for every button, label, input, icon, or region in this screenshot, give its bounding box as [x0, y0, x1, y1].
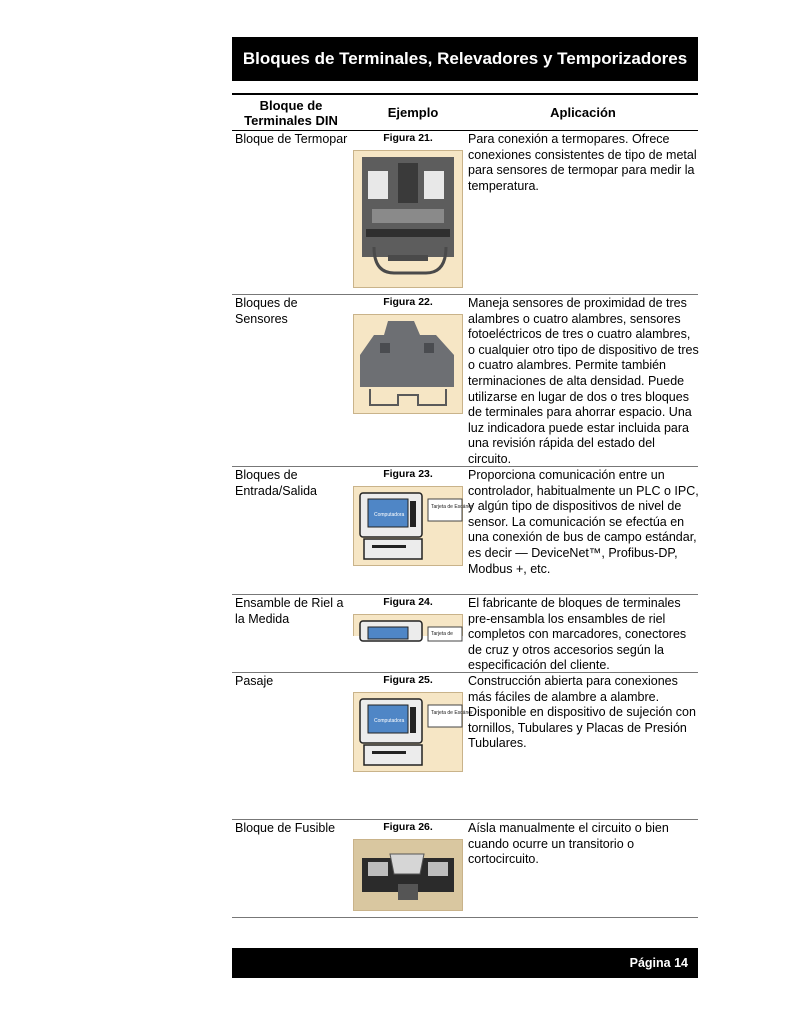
row-name: Bloques de Entrada/Salida — [235, 468, 318, 498]
figure-label: Figura 26. — [383, 821, 433, 833]
column-header-block — [232, 98, 350, 128]
row-description: Maneja sensores de proximidad de tres alambres o cuatro alambres, sensores fotoeléctricos de tres o cuatro alambres, o cualquier otro tipo de dispositivo de tres o cuatro alambres. Permite también terminaciones de alta densidad. Puede utilizarse en lugar de dos o tres bloques de terminales para ahorrar espacio. Una luz indicadora puede estar incluida para una revisión rápida del estado del circuito. — [468, 296, 699, 466]
table-header — [232, 93, 698, 131]
screen-label: Computadora — [374, 718, 405, 724]
computer-placeholder-image — [353, 692, 473, 772]
table-row — [232, 131, 698, 295]
row-name: Ensamble de Riel a la Medida — [235, 596, 344, 626]
card-label: Tarjeta de Escáner — [431, 710, 473, 716]
card-label: Tarjeta de — [431, 631, 453, 637]
row-name: Bloque de Fusible — [235, 821, 336, 835]
row-description: El fabricante de bloques de terminales pre-ensambla los ensambles de riel completos con marcadores, conectores de cruz y otros accesorios según la especificación del cliente. — [468, 596, 687, 673]
page-number: Página 14 — [629, 956, 688, 970]
column-header-application: Aplicación — [550, 105, 616, 120]
column-header-example: Ejemplo — [387, 105, 439, 120]
card-label: Tarjeta de Escáner — [431, 504, 473, 510]
page-footer — [232, 948, 698, 978]
row-description: Proporciona comunicación entre un controlador, habitualmente un PLC o IPC, y algún tipo de dispositivos de nivel de sensor. La comunicación se efectúa en una conexión de bus de campo estándar, es decir — DeviceNet™, Profibus-DP, Modbus +, etc. — [468, 468, 699, 576]
figure-label: Figura 23. — [383, 468, 433, 480]
figure-label: Figura 21. — [383, 132, 433, 144]
column-header-block-text: Bloque de Terminales DIN — [244, 98, 338, 128]
row-name: Bloques de Sensores — [235, 296, 298, 326]
table-row — [232, 295, 698, 467]
computer-placeholder-image — [353, 486, 473, 566]
page-title: Bloques de Terminales, Relevadores y Temporizadores — [232, 37, 698, 81]
table-row — [232, 673, 698, 820]
sensor-terminal-block-image — [353, 314, 463, 414]
row-description: Para conexión a termopares. Ofrece conexiones consistentes de tipo de metal para sensores de termopar para medir la temperatura. — [468, 132, 697, 193]
row-name: Pasaje — [235, 674, 274, 688]
fuse-terminal-block-image — [353, 839, 463, 911]
table-row — [232, 595, 698, 673]
row-name: Bloque de Termopar — [235, 132, 348, 146]
screen-label: Computadora — [374, 512, 405, 518]
computer-placeholder-image — [353, 614, 463, 636]
table-row — [232, 467, 698, 595]
thermocouple-terminal-block-image — [353, 150, 463, 288]
figure-label: Figura 22. — [383, 296, 433, 308]
figure-label: Figura 25. — [383, 674, 433, 686]
row-description: Construcción abierta para conexiones más fáciles de alambre a alambre. Disponible en dispositivo de sujeción con tornillos, Tubulares y Placas de Presión Tubulares. — [468, 674, 696, 751]
row-description: Aísla manualmente el circuito o bien cuando ocurre un transitorio o cortocircuito. — [468, 821, 669, 867]
table-row — [232, 820, 698, 918]
figure-label: Figura 24. — [383, 596, 433, 608]
